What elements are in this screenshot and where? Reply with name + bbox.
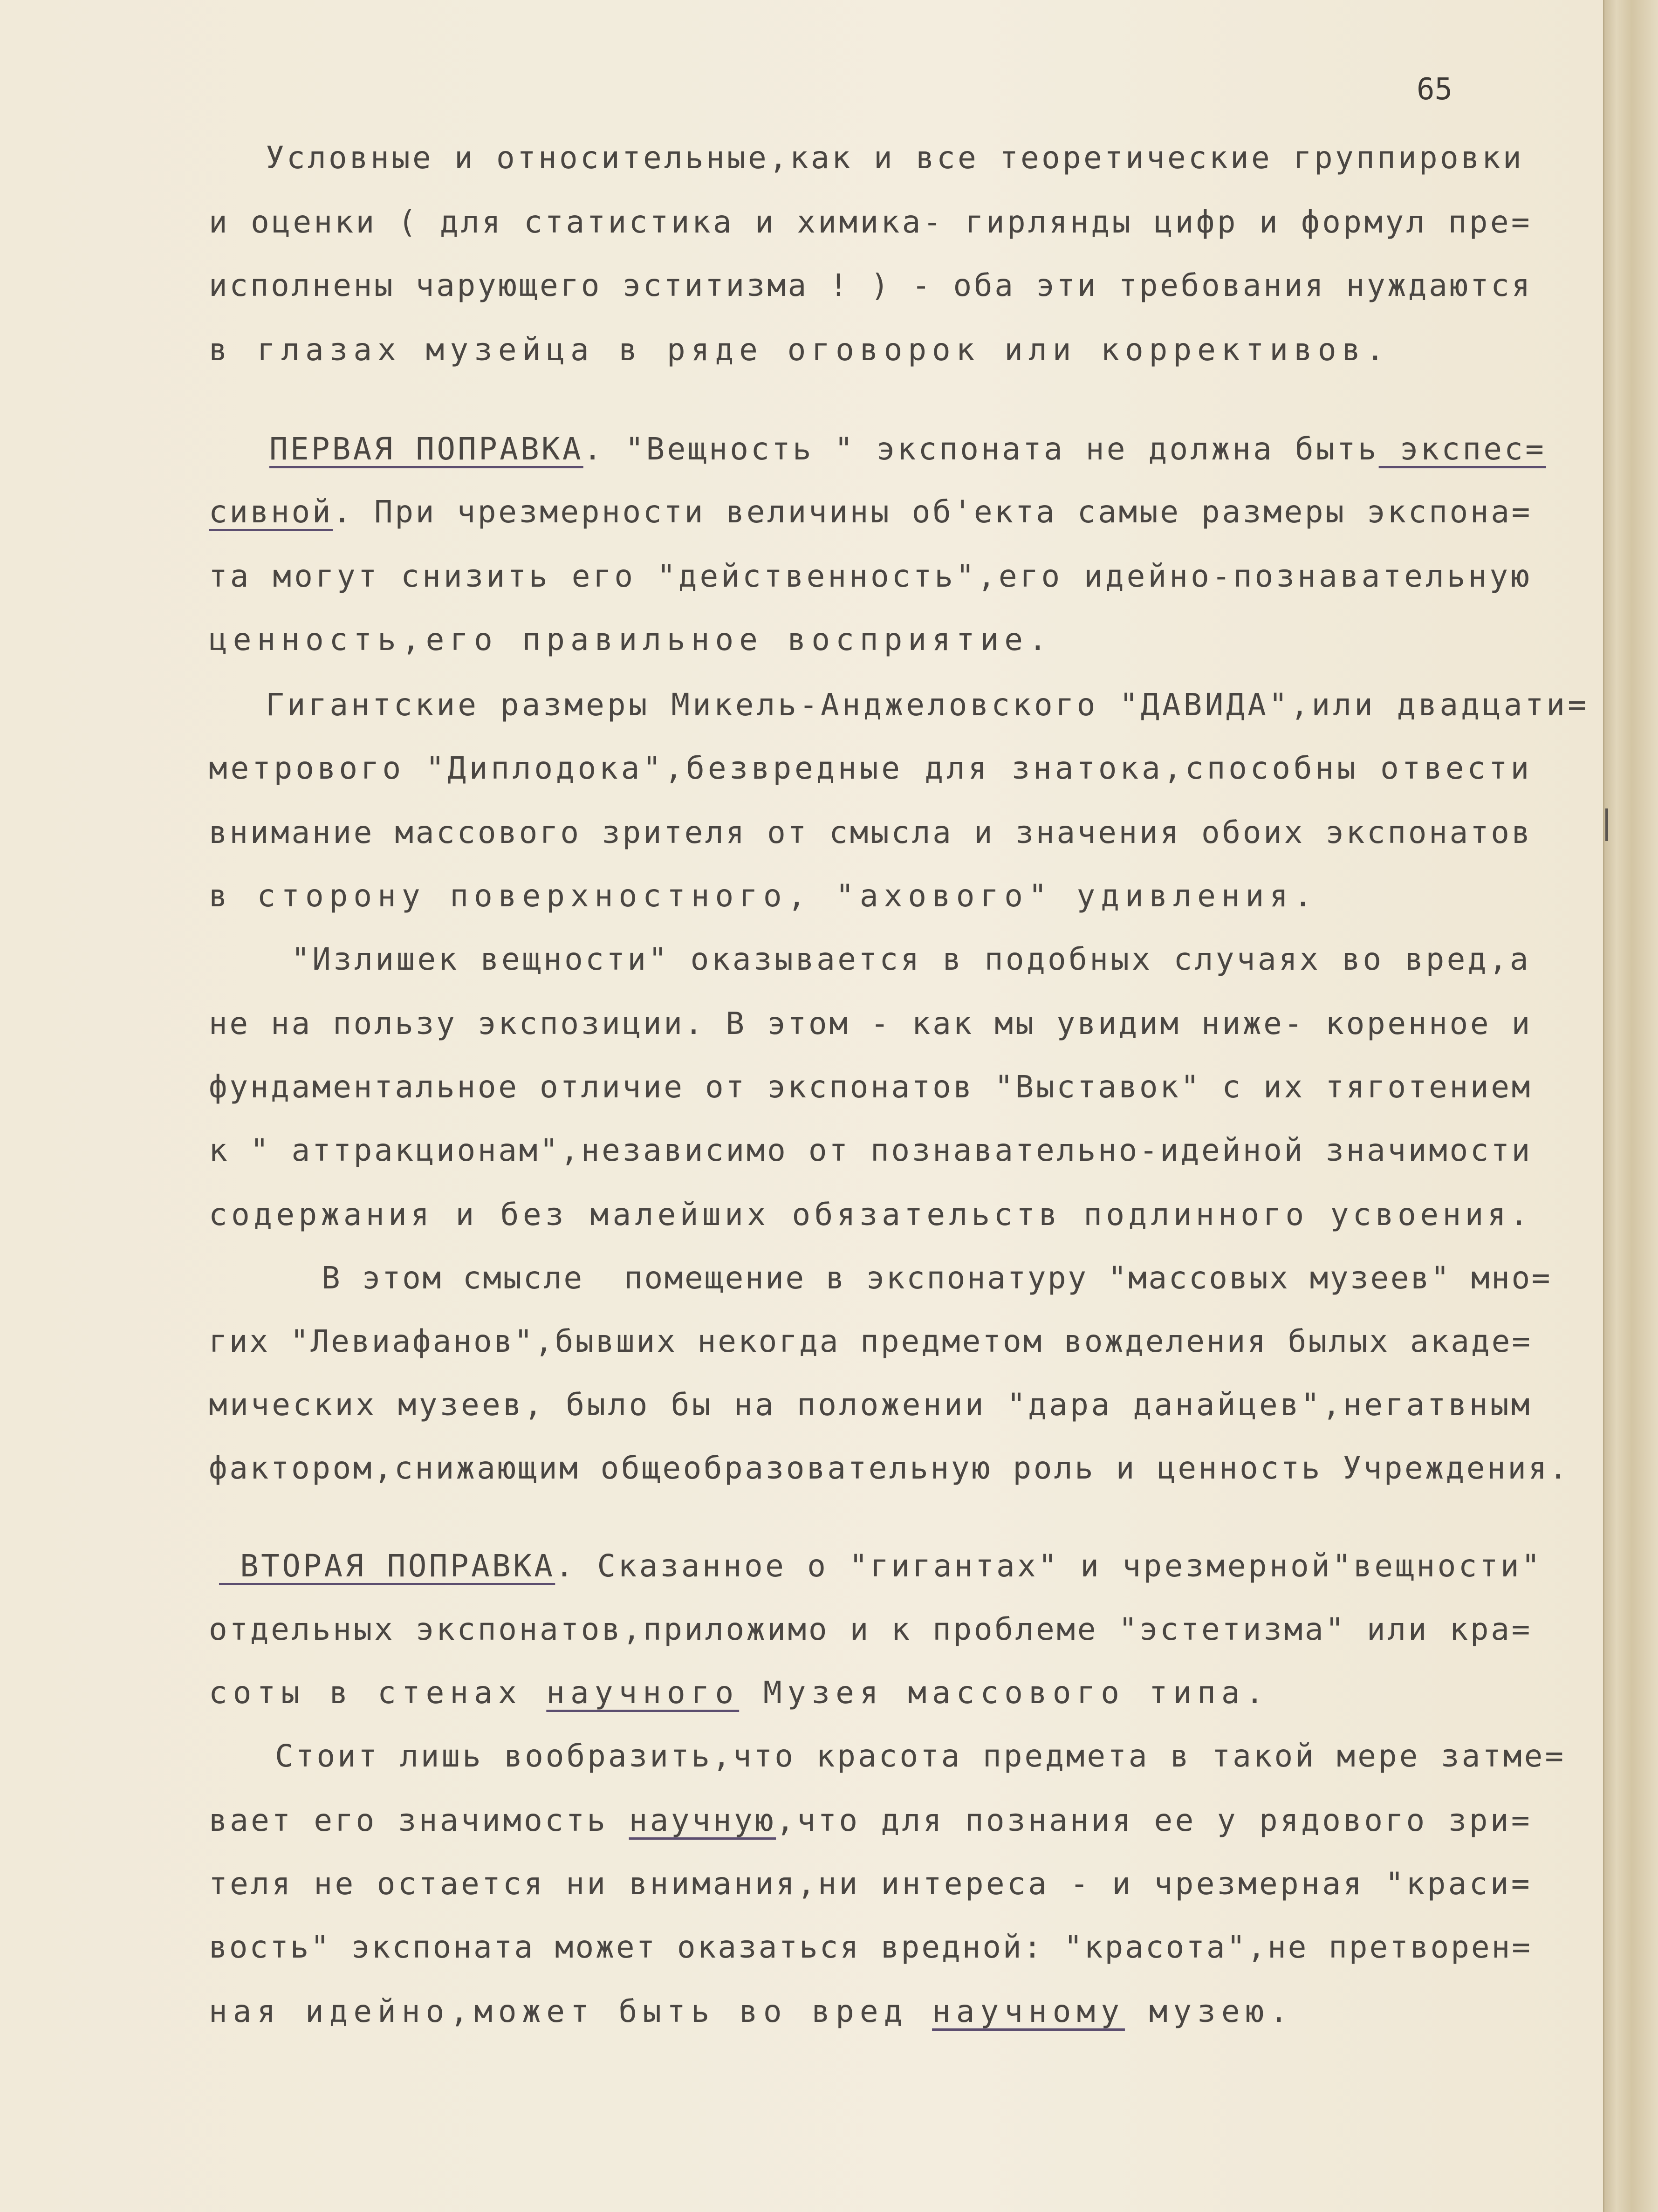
text-line <box>209 622 1053 657</box>
text-line <box>209 750 1532 786</box>
text-segment: Условные и относительные,как и все теоретические группировки <box>266 140 1524 176</box>
text-segment: не на пользу экспозиции. В этом - как мы увидим ниже- коренное и <box>209 1006 1532 1041</box>
text-line <box>209 558 1532 594</box>
text-segment: теля не остается ни внимания,ни интереса - и чрезмерная "краси= <box>209 1866 1532 1902</box>
text-segment: метрового "Диплодока",безвредные для знатока,способны отвести <box>209 750 1532 786</box>
text-line <box>209 1323 1532 1359</box>
text-segment: вость" экспоната может оказаться вредной: "красота",не претворен= <box>209 1929 1532 1965</box>
text-segment: Музея массового типа. <box>739 1675 1270 1711</box>
text-segment: в глазах музейца в ряде оговорок или коррективов. <box>209 332 1391 368</box>
text-line <box>209 1197 1532 1233</box>
page-edge <box>1603 0 1658 2212</box>
margin-mark <box>1605 808 1608 841</box>
underlined-text: экспес= <box>1378 431 1546 467</box>
text-segment: вает его значимость <box>209 1802 629 1838</box>
underlined-text: ПЕРВАЯ ПОПРАВКА <box>269 431 583 467</box>
text-segment: мических музеев, было бы на положении "дара данайцев",негатвным <box>209 1387 1532 1423</box>
text-line <box>266 140 1524 176</box>
text-line <box>209 1802 1532 1838</box>
text-segment: "Излишек вещности" оказывается в подобных случаях во вред,а <box>291 941 1531 977</box>
underlined-text: ВТОРАЯ ПОПРАВКА <box>219 1548 555 1584</box>
text-segment: к " аттракционам",независимо от познавательно-идейной значимости <box>209 1132 1532 1168</box>
text-line <box>209 1387 1532 1423</box>
text-segment: . Сказанное о "гигантах" и чрезмерной"вещности" <box>555 1548 1543 1584</box>
text-segment: ценность,его правильное восприятие. <box>209 622 1053 657</box>
underlined-text: сивной <box>209 494 333 530</box>
underlined-text: научному <box>932 1993 1125 2029</box>
text-line <box>209 1069 1532 1105</box>
text-line <box>209 1006 1532 1041</box>
text-line <box>209 878 1318 914</box>
underlined-text: научную <box>629 1802 776 1838</box>
text-line <box>219 1548 1542 1584</box>
text-line <box>209 815 1532 850</box>
text-line <box>209 1675 1269 1711</box>
text-line <box>209 1611 1532 1647</box>
text-line <box>266 687 1589 723</box>
text-line <box>269 431 1546 467</box>
text-segment: В этом смысле помещение в экспонатуру "массовых музеев" мно= <box>322 1260 1552 1296</box>
text-line <box>209 494 1532 530</box>
text-segment: в сторону поверхностного, "ахового" удивления. <box>209 878 1318 914</box>
text-line <box>275 1738 1566 1774</box>
text-segment: фактором,снижающим общеобразовательную роль и ценность Учреждения. <box>209 1450 1569 1486</box>
text-segment: Стоит лишь вообразить,что красота предмета в такой мере затме= <box>275 1738 1566 1774</box>
underlined-text: научного <box>546 1675 740 1711</box>
text-segment: . При чрезмерности величины об'екта самые размеры экспона= <box>333 494 1532 530</box>
text-segment: фундаментальное отличие от экспонатов "Выставок" с их тяготением <box>209 1069 1532 1105</box>
text-line <box>209 267 1532 303</box>
text-segment: ,что для познания ее у рядового зри= <box>776 1802 1532 1838</box>
text-segment: гих "Левиафанов",бывших некогда предметом вожделения былых акаде= <box>209 1323 1532 1359</box>
text-line <box>209 1132 1532 1168</box>
text-line <box>209 332 1390 368</box>
text-line <box>291 941 1531 977</box>
text-segment: содержания и без малейших обязательств подлинного усвоения. <box>209 1197 1532 1233</box>
text-line <box>209 1993 1294 2029</box>
text-segment: Гигантские размеры Микель-Анджеловского "ДАВИДА",или двадцати= <box>266 687 1589 723</box>
page-number: 65 <box>1417 72 1453 107</box>
text-segment: соты в стенах <box>209 1675 547 1711</box>
text-segment: отдельных экспонатов,приложимо и к проблеме "эстетизма" или кра= <box>209 1611 1532 1647</box>
text-segment: ная идейно,может быть во вред <box>209 1993 932 2029</box>
text-line <box>209 1929 1532 1965</box>
text-segment: исполнены чарующего эститизма ! ) - оба эти требования нуждаются <box>209 267 1532 303</box>
text-line <box>209 1866 1532 1902</box>
text-segment: и оценки ( для статистика и химика- гирлянды цифр и формул пре= <box>209 204 1532 240</box>
text-line <box>209 204 1532 240</box>
text-segment: . "Вещность " экспоната не должна быть <box>583 431 1379 467</box>
text-segment: та могут снизить его "действенность",его идейно-познавательную <box>209 558 1532 594</box>
text-segment: внимание массового зрителя от смысла и значения обоих экспонатов <box>209 815 1532 850</box>
text-segment: музею. <box>1124 1993 1294 2029</box>
text-line <box>209 1450 1569 1486</box>
text-line <box>322 1260 1552 1296</box>
